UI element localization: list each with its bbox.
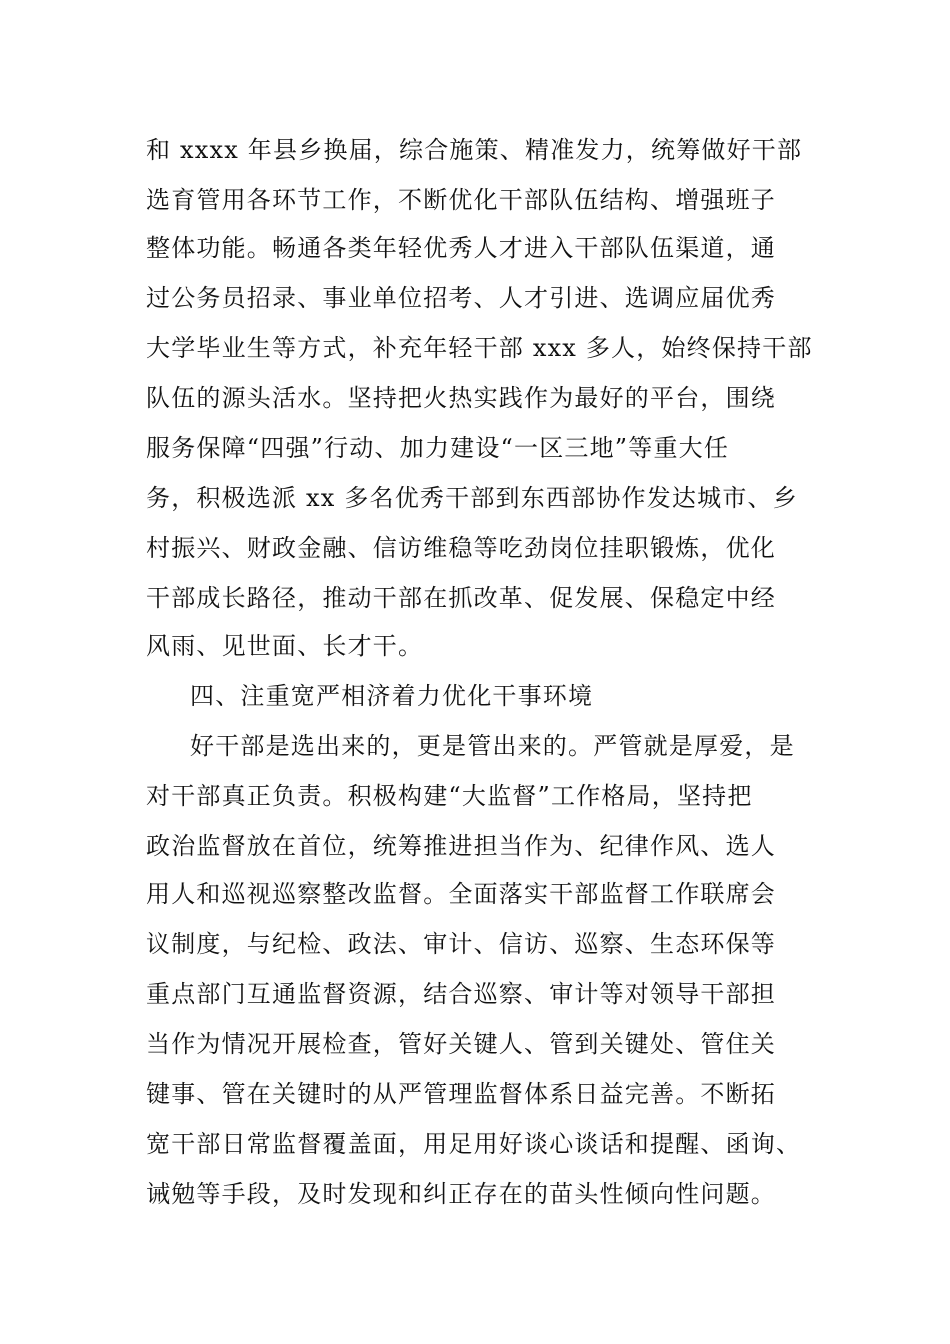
paragraph-line: 重点部门互通监督资源，结合巡察、审计等对领导干部担 [146, 980, 776, 1008]
paragraph-line: 键事、管在关键时的从严管理监督体系日益完善。不断拓 [146, 1080, 776, 1108]
paragraph-line: 服务保障“四强”行动、加力建设“一区三地”等重大任 [146, 434, 730, 462]
paragraph-line: 风雨、见世面、长才干。 [146, 632, 424, 660]
paragraph-line: 诫勉等手段，及时发现和纠正存在的苗头性倾向性问题。 [146, 1180, 776, 1208]
paragraph-line: 好干部是选出来的，更是管出来的。严管就是厚爱，是 [190, 732, 795, 760]
paragraph-line: 当作为情况开展检查，管好关键人、管到关键处、管住关 [146, 1030, 776, 1058]
paragraph-line: 宽干部日常监督覆盖面，用足用好谈心谈话和提醒、函询、 [146, 1130, 802, 1158]
paragraph-line: 选育管用各环节工作，不断优化干部队伍结构、增强班子 [146, 186, 776, 214]
paragraph-line: 队伍的源头活水。坚持把火热实践作为最好的平台，围绕 [146, 384, 776, 412]
paragraph-line: 过公务员招录、事业单位招考、人才引进、选调应届优秀 [146, 284, 776, 312]
paragraph-line: 村振兴、财政金融、信访维稳等吃劲岗位挂职锻炼，优化 [146, 534, 776, 562]
paragraph-line: 对干部真正负责。积极构建“大监督”工作格局，坚持把 [146, 782, 753, 810]
paragraph-line: 干部成长路径，推动干部在抓改革、促发展、保稳定中经 [146, 584, 776, 612]
paragraph-line: 议制度，与纪检、政法、审计、信访、巡察、生态环保等 [146, 930, 776, 958]
paragraph-line: 整体功能。畅通各类年轻优秀人才进入干部队伍渠道，通 [146, 234, 776, 262]
paragraph-line: 务，积极选派 xx 多名优秀干部到东西部协作发达城市、乡 [146, 484, 798, 512]
paragraph-line: 用人和巡视巡察整改监督。全面落实干部监督工作联席会 [146, 880, 776, 908]
paragraph-line: 政治监督放在首位，统筹推进担当作为、纪律作风、选人 [146, 832, 776, 860]
paragraph-line: 大学毕业生等方式，补充年轻干部 xxx 多人，始终保持干部 [146, 334, 813, 362]
section-heading: 四、注重宽严相济着力优化干事环境 [190, 682, 594, 710]
paragraph-line: 和 xxxx 年县乡换届，综合施策、精准发力，统筹做好干部 [146, 136, 803, 164]
